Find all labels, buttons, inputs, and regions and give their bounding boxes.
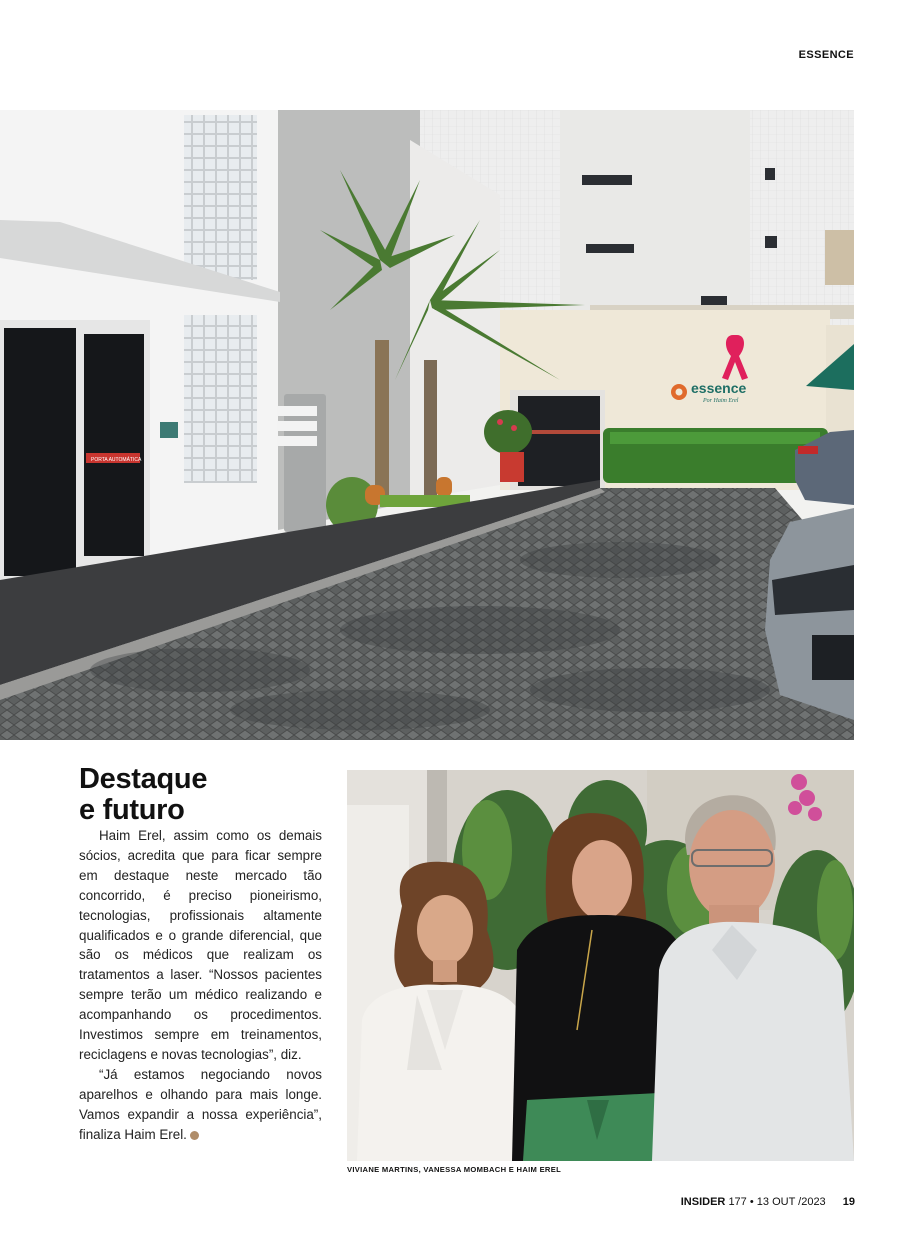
portrait-photo xyxy=(347,770,854,1161)
photo-caption: VIVIANE MARTINS, VANESSA MOMBACH E HAIM EREL xyxy=(347,1165,562,1174)
issue-number: 177 xyxy=(728,1196,747,1208)
headline-line-1: Destaque xyxy=(79,763,208,795)
article-headline xyxy=(79,764,329,826)
sign-brand: essence xyxy=(691,380,747,396)
article-body xyxy=(79,826,322,1145)
body-paragraph xyxy=(79,1065,322,1145)
sign-tagline: Por Haim Erel xyxy=(703,398,739,404)
body-paragraph: Haim Erel, assim como os demais sócios, acredita que para ficar sempre em destaque neste mercado tão concorrido, é preciso pioneirismo, tecnologias, profissionais altamente qualificados e o grande diferencial, que são os médicos que realizam os tratamentos a laser. “Nossos pacientes sempre terão um médico realizando e acompanhando os procedimentos. Investimos sempre em treinamentos, reciclagens e novas tecnologias”, diz. xyxy=(79,828,322,1062)
section-label: ESSENCE xyxy=(798,49,854,61)
page-number: 19 xyxy=(842,1196,855,1208)
headline-line-2: e futuro xyxy=(79,794,185,826)
footer-separator: • xyxy=(749,1196,754,1208)
door-label: PORTA AUTOMÁTICA xyxy=(91,457,142,463)
body-paragraph-text: “Já estamos negociando novos aparelhos e olhando para mais longe. Vamos expandir a nossa experiência”, finaliza Haim Erel. xyxy=(79,1066,322,1142)
magazine-name: INSIDER xyxy=(680,1196,726,1208)
issue-date: 13 OUT /2023 xyxy=(756,1196,826,1208)
end-mark-icon xyxy=(190,1131,199,1140)
clinic-exterior-photo xyxy=(0,110,854,740)
page-footer xyxy=(681,1196,855,1208)
